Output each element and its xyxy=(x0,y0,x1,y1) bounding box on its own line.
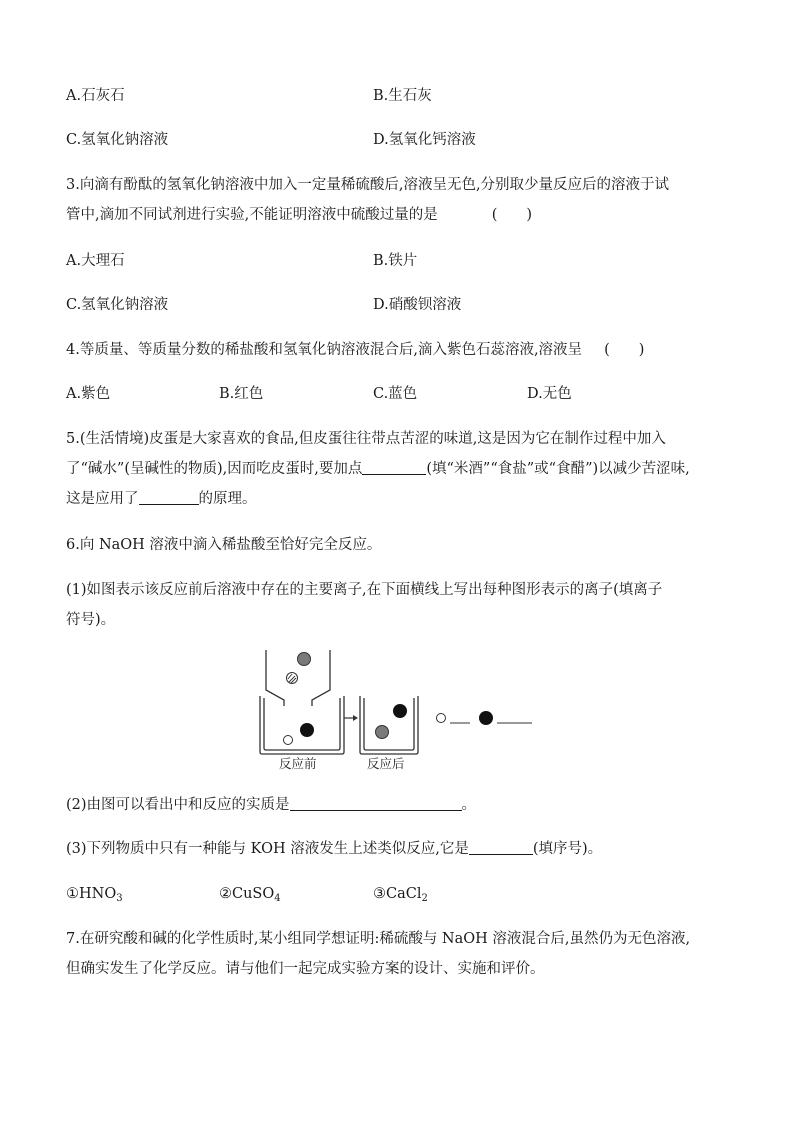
answer-blank[interactable] xyxy=(362,459,426,475)
option-a: A.紫色 xyxy=(66,386,111,402)
question-6-text: (2)由图可以看出中和反应的实质是 xyxy=(66,797,290,813)
question-5-text: 了“碱水”(呈碱性的物质),因而吃皮蛋时,要加点 xyxy=(66,461,363,477)
option-c: C.氢氧化钠溶液 xyxy=(66,297,169,313)
option-d: D.无色 xyxy=(527,386,572,402)
option-a: A.大理石 xyxy=(66,253,125,269)
subscript: 3 xyxy=(116,893,123,904)
question-6-text: (填序号)。 xyxy=(532,841,603,857)
option-3 xyxy=(373,884,428,909)
chloride-ion-icon xyxy=(298,653,311,666)
question-6-text: (3)下列物质中只有一种能与 KOH 溶液发生上述类似反应,它是 xyxy=(66,841,469,857)
question-6-part-1-line-2: 符号)。 xyxy=(66,612,116,628)
option-1-text: ①HNO xyxy=(66,886,117,902)
question-7-line-2: 但确实发生了化学反应。请与他们一起完成实验方案的设计、实施和评价。 xyxy=(66,961,545,977)
hydrogen-ion-icon xyxy=(287,673,298,684)
subscript: 2 xyxy=(421,893,428,904)
question-5-line-2 xyxy=(66,459,690,479)
question-5-text: 的原理。 xyxy=(198,491,257,507)
hydroxide-ion-icon xyxy=(479,711,493,725)
answer-blank[interactable] xyxy=(139,489,199,505)
question-4-text: 4.等质量、等质量分数的稀盐酸和氢氧化钠溶液混合后,滴入紫色石蕊溶液,溶液呈 xyxy=(66,342,583,358)
question-5-line-1: 5.(生活情境)皮蛋是大家喜欢的食品,但皮蛋往往带点苦涩的味道,这是因为它在制作过程中加入 xyxy=(66,431,666,447)
option-1 xyxy=(66,884,123,909)
question-3-line-1: 3.向滴有酚酞的氢氧化钠溶液中加入一定量稀硫酸后,溶液呈无色,分别取少量反应后的溶液于试 xyxy=(66,177,670,193)
question-5-text: (填“米酒”“食盐”或“食醋”)以减少苦涩味, xyxy=(426,461,690,477)
option-b: B.生石灰 xyxy=(373,88,432,104)
answer-blank[interactable] xyxy=(290,795,462,811)
beaker-after xyxy=(360,696,418,754)
sodium-ion-icon xyxy=(284,736,293,745)
option-c: C.蓝色 xyxy=(373,386,418,402)
option-a: A.石灰石 xyxy=(66,88,125,104)
option-d: D.氢氧化钙溶液 xyxy=(373,132,476,148)
option-b: B.铁片 xyxy=(373,253,418,269)
question-3-line-2 xyxy=(66,205,532,225)
question-5-line-3 xyxy=(66,489,257,509)
question-5-text: 这是应用了 xyxy=(66,491,139,507)
caption-before: 反应前 xyxy=(279,756,317,771)
option-b: B.红色 xyxy=(219,386,264,402)
ion-reaction-diagram xyxy=(256,648,546,776)
caption-after: 反应后 xyxy=(367,756,405,771)
option-2-text: ②CuSO xyxy=(219,886,275,902)
beaker-before xyxy=(260,696,344,754)
question-6-part-3 xyxy=(66,839,602,859)
hydroxide-ion-icon xyxy=(300,723,314,737)
hydroxide-ion-icon xyxy=(393,704,407,718)
option-2 xyxy=(219,884,281,909)
question-3-text: 管中,滴加不同试剂进行实验,不能证明溶液中硫酸过量的是 xyxy=(66,207,438,223)
answer-paren: ( ) xyxy=(604,342,645,358)
option-c: C.氢氧化钠溶液 xyxy=(66,132,169,148)
subscript: 4 xyxy=(274,893,281,904)
question-4-stem xyxy=(66,340,644,360)
question-6-text: 。 xyxy=(461,797,477,813)
sodium-ion-icon xyxy=(437,714,446,723)
arrow-icon xyxy=(344,715,358,721)
question-6-part-2 xyxy=(66,795,476,815)
option-3-text: ③CaCl xyxy=(373,886,422,902)
question-6-part-1-line-1: (1)如图表示该反应前后溶液中存在的主要离子,在下面横线上写出每种图形表示的离子(填离子 xyxy=(66,582,663,598)
question-7-line-1: 7.在研究酸和碱的化学性质时,某小组同学想证明:稀硫酸与 NaOH 溶液混合后,虽然仍为无色溶液, xyxy=(66,931,691,947)
answer-paren: ( ) xyxy=(491,207,533,223)
answer-blank[interactable] xyxy=(469,839,533,855)
chloride-ion-icon xyxy=(376,726,389,739)
question-6-stem: 6.向 NaOH 溶液中滴入稀盐酸至恰好完全反应。 xyxy=(66,537,382,553)
option-d: D.硝酸钡溶液 xyxy=(373,297,462,313)
